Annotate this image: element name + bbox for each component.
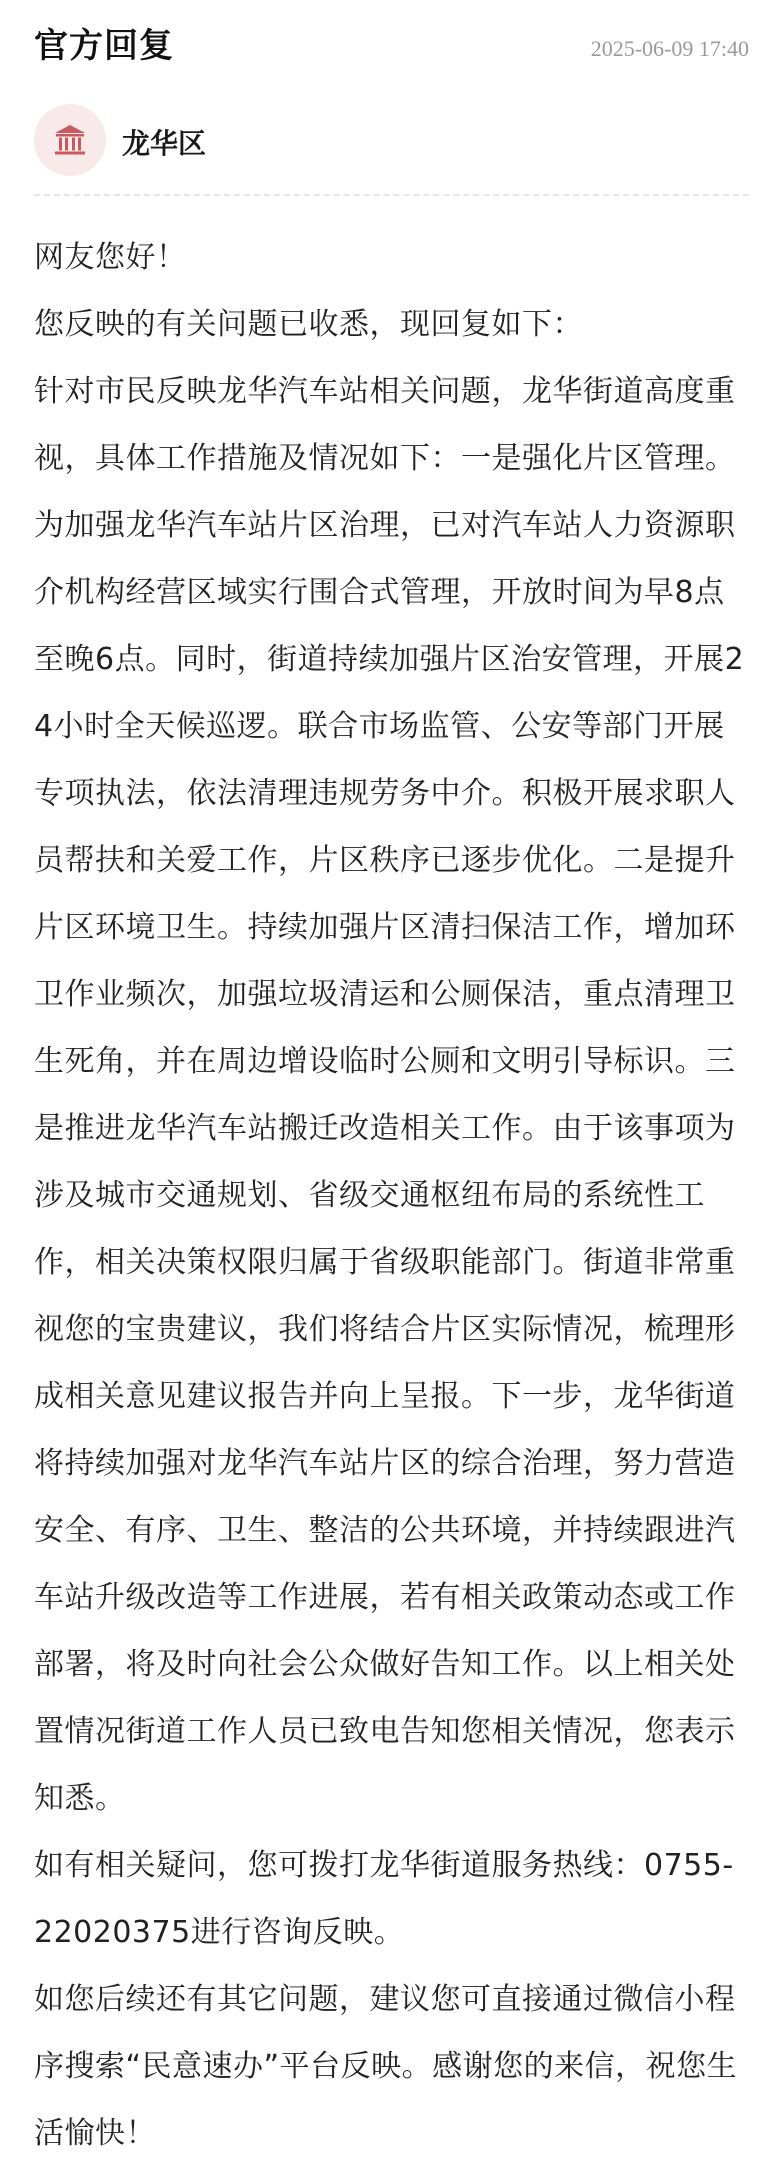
page-title: 官方回复	[34, 26, 174, 66]
reply-header	[34, 0, 749, 82]
reply-hotline: 如有相关疑问，您可拨打龙华街道服务热线：0755-22020375进行咨询反映。	[34, 1848, 734, 1950]
reply-closing: 如您后续还有其它问题，建议您可直接通过微信小程序搜索“民意速办”平台反映。感谢您的来信，祝您生活愉快！	[34, 1982, 738, 2151]
government-building-icon	[52, 122, 88, 158]
department-avatar[interactable]	[34, 104, 106, 176]
department-name[interactable]: 龙华区	[122, 127, 207, 160]
reply-content	[34, 224, 749, 2167]
reply-body: 针对市民反映龙华汽车站相关问题，龙华街道高度重视，具体工作措施及情况如下：一是强化片区管理。为加强龙华汽车站片区治理，已对汽车站人力资源职介机构经营区域实行围合式管理，开放时间为早8点至晚6点。同时，街道持续加强片区治安管理，开展24小时全天候巡逻。联合市场监管、公安等部门开展专项执法，依法清理违规劳务中介。积极开展求职人员帮扶和关爱工作，片区秩序已逐步优化。二是提升片区环境卫生。持续加强片区清扫保洁工作，增加环卫作业频次，加强垃圾清运和公厕保洁，重点清理卫生死角，并在周边增设临时公厕和文明引导标识。三是推进龙华汽车站搬迁改造相关工作。由于该事项为涉及城市交通规划、省级交通枢纽布局的系统性工作，相关决策权限归属于省级职能部门。街道非常重视您的宝贵建议，我们将结合片区实际情况，梳理形成相关意见建议报告并向上呈报。下一步，龙华街道将持续加强对龙华汽车站片区的综合治理，努力营造安全、有序、卫生、整洁的公共环境，并持续跟进汽车站升级改造等工作进展，若有相关政策动态或工作部署，将及时向社会公众做好告知工作。以上相关处置情况街道工作人员已致电告知您相关情况，您表示知悉。	[34, 374, 745, 1816]
reply-intro: 您反映的有关问题已收悉，现回复如下：	[34, 307, 583, 342]
department-row[interactable]	[34, 82, 749, 190]
dashed-divider	[34, 194, 749, 196]
reply-greeting: 网友您好！	[34, 240, 187, 275]
reply-timestamp: 2025-06-09 17:40	[590, 36, 749, 61]
